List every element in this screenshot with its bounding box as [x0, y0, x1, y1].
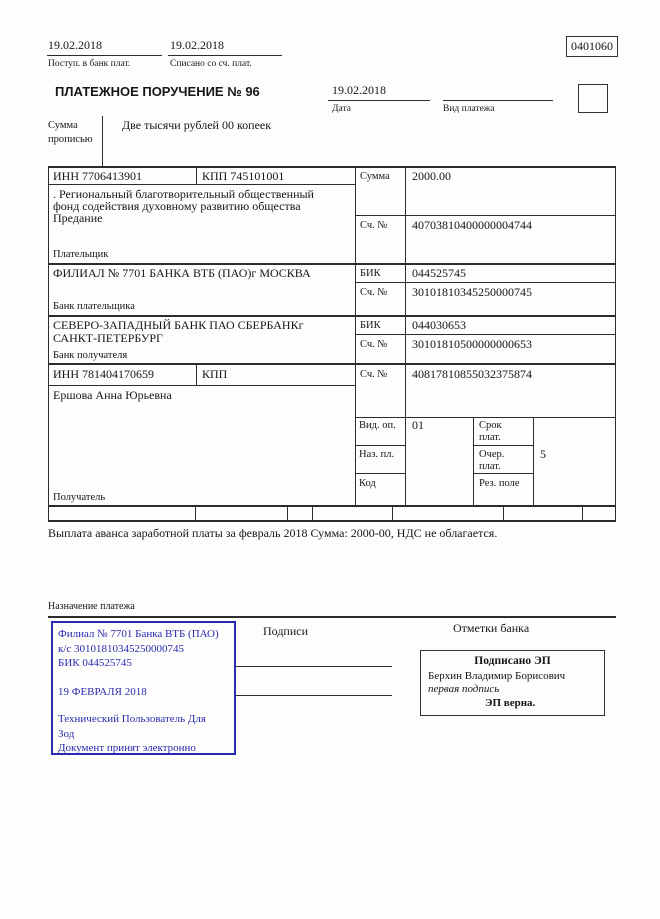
table-line — [355, 166, 356, 505]
document-date-label: Дата — [332, 104, 351, 114]
reserve-field-label: Рез. поле — [479, 478, 520, 489]
payer-bank-account: 30101810345250000745 — [412, 285, 532, 299]
written-off-date: 19.02.2018 — [170, 38, 224, 52]
payer-inn: ИНН 7706413901 — [53, 169, 142, 183]
bank-stamp-user-line2: Зод — [58, 727, 75, 740]
payer-account-label: Сч. № — [360, 220, 388, 231]
payee-inn: ИНН 781404170659 — [53, 367, 154, 381]
signature-line — [236, 695, 392, 696]
payer-kpp: КПП 745101001 — [202, 169, 285, 183]
table-line — [48, 315, 616, 317]
table-line — [48, 363, 616, 365]
form-code-box — [566, 36, 618, 57]
payer-section-label: Плательщик — [53, 249, 109, 260]
tax-row-line — [48, 520, 616, 522]
payer-bank-account-label: Сч. № — [360, 287, 388, 298]
table-line — [473, 473, 533, 474]
payee-bank-bik-label: БИК — [360, 320, 381, 331]
op-type-label: Вид. оп. — [359, 420, 396, 431]
signature-stamp-box — [420, 650, 605, 716]
payment-type-label: Вид платежа — [443, 104, 495, 114]
table-line — [196, 166, 197, 184]
amount-words-divider — [102, 116, 103, 166]
amount-words-value: Две тысячи рублей 00 копеек — [122, 118, 272, 132]
tax-row-line — [195, 505, 196, 520]
payment-purpose-label: Назначение платежа — [48, 601, 135, 612]
table-line — [405, 166, 406, 505]
amount-words-label-2: прописью — [48, 134, 93, 145]
op-type-value: 01 — [412, 418, 424, 432]
payer-account: 40703810400000004744 — [412, 218, 532, 232]
tax-row-line — [48, 505, 49, 520]
payer-name-line2: фонд содействия духовному развитию общества — [53, 199, 301, 213]
term-label-line2: плат. — [479, 432, 501, 443]
purpose-underline — [48, 616, 616, 618]
payment-type-box — [578, 84, 608, 113]
bank-stamp-gap — [58, 699, 234, 712]
signature-stamp-title: Подписано ЭП — [474, 655, 551, 667]
payee-bank-section-label: Банк получателя — [53, 350, 128, 361]
table-line — [355, 282, 616, 283]
bank-stamp-line2: к/с 30101810345250000745 — [58, 642, 185, 655]
bank-stamp-date: 19 ФЕВРАЛЯ 2018 — [58, 685, 147, 698]
bank-stamp-line1: Филиал № 7701 Банка ВТБ (ПАО) — [58, 628, 219, 640]
tax-row-line — [503, 505, 504, 520]
payee-name: Ершова Анна Юрьевна — [53, 388, 172, 402]
document-date: 19.02.2018 — [332, 83, 386, 97]
payee-bank-account: 30101810500000000653 — [412, 337, 532, 351]
table-line — [355, 445, 405, 446]
table-line — [48, 166, 616, 168]
signatures-label: Подписи — [263, 624, 309, 638]
signature-stamp-verified: ЭП верна. — [485, 697, 536, 709]
table-line — [48, 385, 355, 386]
document-date-underline — [328, 100, 430, 101]
table-line — [355, 215, 616, 216]
table-line — [533, 417, 534, 505]
payee-account-label: Сч. № — [360, 369, 388, 380]
payer-bank-section-label: Банк плательщика — [53, 301, 135, 312]
payee-section-label: Получатель — [53, 492, 106, 503]
received-date-label: Поступ. в банк плат. — [48, 59, 131, 69]
payee-bank-account-label: Сч. № — [360, 339, 388, 350]
table-line — [48, 263, 616, 265]
bank-stamp-gap — [58, 671, 234, 685]
sum-value: 2000.00 — [412, 169, 451, 183]
table-line — [48, 184, 355, 185]
payer-name-line1: . Региональный благотворительный общественный — [53, 187, 314, 201]
table-line — [355, 417, 616, 418]
tax-row-line — [312, 505, 313, 520]
payer-name-line3: Предание — [53, 211, 103, 225]
payee-bank-name-line1: СЕВЕРО-ЗАПАДНЫЙ БАНК ПАО СБЕРБАНКг — [53, 318, 304, 332]
form-code: 0401060 — [571, 39, 613, 53]
signature-line — [236, 666, 392, 667]
tax-row-line — [392, 505, 393, 520]
payee-bank-name-line2: САНКТ-ПЕТЕРБУРГ — [53, 331, 163, 345]
document-title: ПЛАТЕЖНОЕ ПОРУЧЕНИЕ № 96 — [55, 84, 260, 99]
received-date-underline — [47, 55, 162, 56]
table-line — [196, 363, 197, 385]
bank-stamp-user-line1: Технический Пользователь Для — [58, 713, 206, 725]
amount-words-label-1: Сумма — [48, 120, 78, 131]
signature-stamp-name: Берхин Владимир Борисович — [428, 670, 566, 682]
term-label-line1: Срок — [479, 420, 502, 431]
payment-purpose-text: Выплата аванса заработной платы за февраль 2018 Сумма: 2000-00, НДС не облагается. — [48, 526, 498, 540]
code-label: Код — [359, 478, 376, 489]
order-value: 5 — [540, 447, 546, 461]
table-line — [615, 166, 616, 505]
bank-stamp-box — [51, 621, 236, 755]
payment-type-underline — [443, 100, 553, 101]
table-line — [473, 445, 533, 446]
written-off-date-label: Списано со сч. плат. — [170, 59, 252, 69]
table-line — [473, 417, 474, 505]
table-line — [48, 505, 616, 507]
payee-kpp-label: КПП — [202, 367, 228, 381]
payer-bank-bik-label: БИК — [360, 268, 381, 279]
table-line — [48, 166, 49, 505]
order-label-line1: Очер. — [479, 449, 505, 460]
payee-account: 40817810855032375874 — [412, 367, 532, 381]
order-label-line2: плат. — [479, 461, 501, 472]
received-date: 19.02.2018 — [48, 38, 102, 52]
tax-row-line — [615, 505, 616, 520]
tax-row-line — [287, 505, 288, 520]
table-line — [355, 473, 405, 474]
payer-bank-name: ФИЛИАЛ № 7701 БАНКА ВТБ (ПАО)г МОСКВА — [53, 266, 311, 280]
written-off-date-underline — [168, 55, 282, 56]
signature-stamp-kind: первая подпись — [428, 683, 500, 695]
table-line — [355, 334, 616, 335]
tax-row-line — [582, 505, 583, 520]
bank-marks-label: Отметки банка — [453, 621, 530, 635]
bank-stamp-accepted: Документ принят электронно — [58, 742, 196, 754]
payer-bank-bik: 044525745 — [412, 266, 466, 280]
payee-bank-bik: 044030653 — [412, 318, 466, 332]
sum-label: Сумма — [360, 171, 390, 182]
bank-stamp-line3: БИК 044525745 — [58, 657, 132, 669]
purpose-code-label: Наз. пл. — [359, 449, 395, 460]
